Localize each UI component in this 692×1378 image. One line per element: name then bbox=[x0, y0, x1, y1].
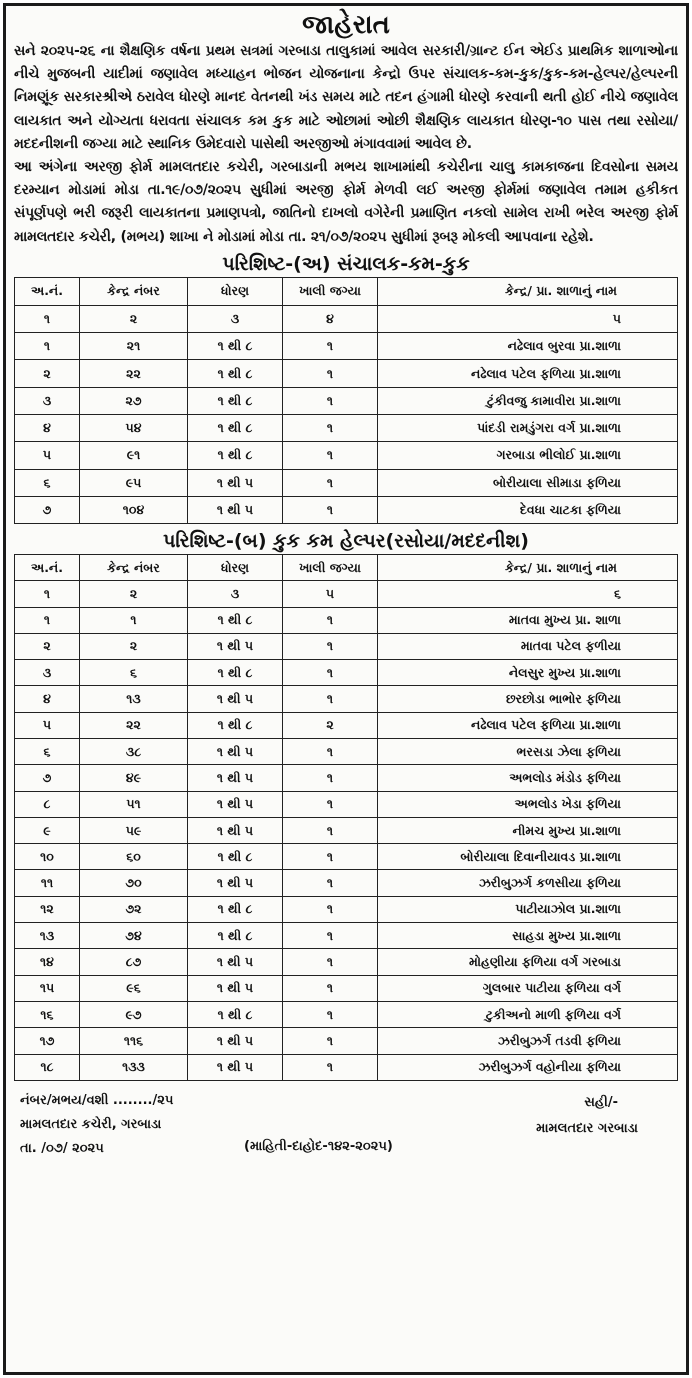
signatory-title: મામલતદાર ગરબાડા bbox=[536, 1120, 638, 1136]
table-cell: ૨ bbox=[80, 305, 188, 332]
table-cell: ભરસડા ઝેલા ફળિયા bbox=[378, 738, 678, 764]
table-cell: ૨૨ bbox=[80, 360, 188, 387]
table-cell: છરછોડા ભાભોર ફળિયા bbox=[378, 686, 678, 712]
table-cell: ૧૦ bbox=[15, 844, 80, 870]
table-row bbox=[15, 607, 678, 633]
table-row bbox=[15, 333, 678, 360]
table-cell: ૧ bbox=[283, 1001, 378, 1027]
table-cell: ટુકીઅનો માળી ફળિયા વર્ગ bbox=[378, 1001, 678, 1027]
table-cell: ૯૬ bbox=[80, 975, 188, 1001]
column-header: ધોરણ bbox=[188, 277, 283, 305]
table-cell: ૧ થી ૮ bbox=[188, 660, 283, 686]
table-cell: ૧ bbox=[283, 1054, 378, 1080]
table-cell: ૪ bbox=[283, 305, 378, 332]
table-cell: ૧ થી ૫ bbox=[188, 686, 283, 712]
table-cell: ૪ bbox=[15, 415, 80, 442]
table-cell: ૯ bbox=[15, 817, 80, 843]
table-cell: ૨ bbox=[15, 360, 80, 387]
table-cell: ૧ bbox=[283, 469, 378, 496]
reference-number: નંબર/મભય/વશી ......../૨૫ bbox=[20, 1092, 174, 1108]
date-line: તા. /૦૭/ ૨૦૨૫ bbox=[20, 1140, 104, 1156]
table-cell: માતવા પટેલ ફળીયા bbox=[378, 633, 678, 659]
table-cell: બોરીયાલા સીમાડા ફળિયા bbox=[378, 469, 678, 496]
table-cell: ૧ થી ૮ bbox=[188, 844, 283, 870]
table-cell: ૨ bbox=[80, 581, 188, 607]
table-cell: ૯૫ bbox=[80, 469, 188, 496]
table-row bbox=[15, 896, 678, 922]
table-cell: ૧ bbox=[283, 844, 378, 870]
table-cell: ૧૫ bbox=[15, 975, 80, 1001]
table-cell: ૧ થી ૮ bbox=[188, 360, 283, 387]
table-row bbox=[15, 496, 678, 523]
table-cell: ૧ bbox=[283, 387, 378, 414]
table-cell: પાંદડી રામડુંગરા વર્ગ પ્રા.શાળા bbox=[378, 415, 678, 442]
table-cell: ૧ bbox=[283, 923, 378, 949]
table-cell: ઝરીબુઝર્ગ વહોનીયા ફળિયા bbox=[378, 1054, 678, 1080]
table-cell: ૭ bbox=[15, 765, 80, 791]
column-header: ખાલી જગ્યા bbox=[283, 555, 378, 581]
table-cell: નઢેલાવ પટેલ ફળિયા પ્રા.શાળા bbox=[378, 712, 678, 738]
table-cell: ૩ bbox=[15, 387, 80, 414]
table-cell: ૧ bbox=[15, 581, 80, 607]
table-cell: અભલોડ ખેડા ફળિયા bbox=[378, 791, 678, 817]
table-cell: ૧૧૬ bbox=[80, 1028, 188, 1054]
table-cell: ૧ bbox=[283, 791, 378, 817]
table-cell: ૫૯ bbox=[80, 817, 188, 843]
table-cell: ૧ bbox=[15, 333, 80, 360]
table-cell: ૧ bbox=[283, 496, 378, 523]
table-cell: ૧ bbox=[283, 975, 378, 1001]
table-cell: ૧ bbox=[283, 686, 378, 712]
table-row bbox=[15, 765, 678, 791]
table-cell: ૭૪ bbox=[80, 923, 188, 949]
table-cell: ૧ bbox=[283, 896, 378, 922]
table-row bbox=[15, 975, 678, 1001]
table-cell: ૧ થી ૫ bbox=[188, 469, 283, 496]
table-cell: ગુલબાર પાટીયા ફળિયા વર્ગ bbox=[378, 975, 678, 1001]
table-cell: ૬૦ bbox=[80, 844, 188, 870]
section-b-title: પરિશિષ્ટ-(બ) કુક કમ હેલ્પર(રસોયા/મદદનીશ) bbox=[163, 530, 529, 553]
table-cell: ૧૩ bbox=[15, 923, 80, 949]
table-cell: ૨ bbox=[15, 633, 80, 659]
table-cell: ૫૧ bbox=[80, 791, 188, 817]
table-cell: ૪ bbox=[15, 686, 80, 712]
table-row bbox=[15, 1001, 678, 1027]
section-b-table bbox=[14, 554, 678, 1081]
application-paragraph: આ અંગેના અરજી ફોર્મ મામલતદાર કચેરી, ગરબાડાની મભય શાખામાંથી કચેરીના ચાલુ કામકાજના દિવસોના સમય દરમ્યાન મોડામાં મોડા તા.૧૯/૦૭/૨૦૨૫ સુધીમાં અરજી ફોર્મ મેળવી લઈ અરજી ફોર્મમાં જણાવેલ તમામ હકીકત સંપૂર્ણપણે ભરી જરૂરી લાયકાતના પ્રમાણપત્રો, જાતિનો દાખલો વગેરેની પ્રમાણિત નકલો સામેલ રાખી ભરેલ અરજી ફોર્મ મામલતદાર કચેરી, (મભય) શાખા ને મોડામાં મોડા તા. ૨૧/૦૭/૨૦૨૫ સુધીમાં રૂબરૂ મોકલી આપવાના રહેશે. bbox=[14, 159, 678, 245]
table-cell: ૨૧ bbox=[80, 333, 188, 360]
table-cell: ૧ થી ૫ bbox=[188, 765, 283, 791]
table-cell: ૨૭ bbox=[80, 387, 188, 414]
table-cell: ૧૬ bbox=[15, 1001, 80, 1027]
table-cell: ૫ bbox=[283, 581, 378, 607]
table-row bbox=[15, 415, 678, 442]
table-row bbox=[15, 581, 678, 607]
table-cell: ૧ bbox=[283, 949, 378, 975]
table-cell: ૧ થી ૮ bbox=[188, 712, 283, 738]
table-cell: ૧ bbox=[283, 442, 378, 469]
table-cell: નઢેલાવ બુરવા પ્રા.શાળા bbox=[378, 333, 678, 360]
table-cell: ૧ થી ૮ bbox=[188, 1001, 283, 1027]
table-row bbox=[15, 844, 678, 870]
table-cell: ૩ bbox=[188, 581, 283, 607]
table-cell: ૧ bbox=[80, 607, 188, 633]
table-cell: ૧ થી ૫ bbox=[188, 975, 283, 1001]
table-cell: ૧ bbox=[283, 817, 378, 843]
table-cell: ૧ થી ૮ bbox=[188, 607, 283, 633]
table-cell: પાટીયાઝોલ પ્રા.શાળા bbox=[378, 896, 678, 922]
table-cell: ૧ bbox=[15, 305, 80, 332]
table-cell: ૫૪ bbox=[80, 415, 188, 442]
table-cell: ૧ થી ૮ bbox=[188, 415, 283, 442]
table-cell: નીમચ મુખ્ય પ્રા.શાળા bbox=[378, 817, 678, 843]
table-cell: ૧ bbox=[283, 333, 378, 360]
table-cell: ૮૭ bbox=[80, 949, 188, 975]
table-cell: ૧૪ bbox=[15, 949, 80, 975]
table-cell: નેલસુર મુખ્ય પ્રા.શાળા bbox=[378, 660, 678, 686]
table-cell: ૬ bbox=[15, 738, 80, 764]
table-cell: ૩ bbox=[188, 305, 283, 332]
footer bbox=[14, 1081, 678, 1181]
table-cell: ૧૮ bbox=[15, 1054, 80, 1080]
table-cell: ૧ થી ૮ bbox=[188, 387, 283, 414]
table-cell: ૧૩૩ bbox=[80, 1054, 188, 1080]
table-row bbox=[15, 660, 678, 686]
table-cell: ૨ bbox=[80, 633, 188, 659]
table-row bbox=[15, 305, 678, 332]
table-row bbox=[15, 791, 678, 817]
table-cell: ૩૮ bbox=[80, 738, 188, 764]
column-header: અ.નં. bbox=[15, 277, 80, 305]
table-cell: ૧ થી ૫ bbox=[188, 949, 283, 975]
table-cell: ૧ bbox=[283, 360, 378, 387]
table-cell: ૧૭ bbox=[15, 1028, 80, 1054]
table-cell: ૧ થી ૫ bbox=[188, 496, 283, 523]
table-cell: ૧૩ bbox=[80, 686, 188, 712]
table-row bbox=[15, 817, 678, 843]
table-cell: ૪૯ bbox=[80, 765, 188, 791]
table-cell: ૭૦ bbox=[80, 870, 188, 896]
table-cell: ૧ થી ૫ bbox=[188, 1054, 283, 1080]
table-cell: ૧ થી ૫ bbox=[188, 817, 283, 843]
table-cell: ૧ થી ૫ bbox=[188, 633, 283, 659]
table-cell: ગરબાડા ભીલોઈ પ્રા.શાળા bbox=[378, 442, 678, 469]
table-cell: ૧ થી ૮ bbox=[188, 896, 283, 922]
table-cell: ૩ bbox=[15, 660, 80, 686]
table-cell: બોરીયાલા દિવાનીયાવડ પ્રા.શાળા bbox=[378, 844, 678, 870]
column-header: કેન્દ્ર/ પ્રા. શાળાનું નામ bbox=[378, 555, 678, 581]
table-cell: ૭૨ bbox=[80, 896, 188, 922]
table-cell: ૧૦૪ bbox=[80, 496, 188, 523]
column-header: કેન્દ્ર/ પ્રા. શાળાનું નામ bbox=[378, 277, 678, 305]
table-cell: ૭ bbox=[15, 496, 80, 523]
table-cell: ૫ bbox=[15, 712, 80, 738]
table-cell: ૧ થી ૮ bbox=[188, 923, 283, 949]
table-row bbox=[15, 469, 678, 496]
table-row bbox=[15, 1054, 678, 1080]
table-cell: અભલોડ મંડોડ ફળિયા bbox=[378, 765, 678, 791]
table-cell: ૧ bbox=[283, 765, 378, 791]
table-cell: દેવધા ચાટકા ફળિયા bbox=[378, 496, 678, 523]
table-row bbox=[15, 738, 678, 764]
table-cell: ઝરીબુઝર્ગ કળસીયા ફળિયા bbox=[378, 870, 678, 896]
table-cell: ૧૧ bbox=[15, 870, 80, 896]
intro-paragraph: સને ૨૦૨૫-૨૬ ના શૈક્ષણિક વર્ષના પ્રથમ સત્રમાં ગરબાડા તાલુકામાં આવેલ સરકારી/ગ્રાન્ટ ઈન એઈડ પ્રાથમિક શાળાઓના નીચે મુજબની યાદીમાં જણાવેલ મધ્યાહન ભોજન યોજનાના કેન્દ્રો ઉપર સંચાલક-કમ-કુક/કુક-કમ-હેલ્પર/હેલ્પરની નિમણૂંક સરકારશ્રીએ ઠરાવેલ ધોરણે માનદ વેતનથી ખંડ સમય માટે તદન હંગામી ધોરણે કરવાની થતી હોઈ નીચે જણાવેલ લાયકાત અને યોગ્યતા ધરાવતા સંચાલક કમ કુક માટે ઓછામાં ઓછી શૈક્ષણિક લાયકાત ધોરણ-૧૦ પાસ તથા રસોયા/મદદનીશની જગ્યા માટે સ્થાનિક ઉમેદવારો પાસેથી અરજીઓ મંગાવવામાં આવેલ છે. bbox=[14, 43, 678, 152]
table-cell: માતવા મુખ્ય પ્રા. શાળા bbox=[378, 607, 678, 633]
page-title: જાહેરાત bbox=[302, 10, 390, 40]
info-code: (માહિતી-દાહોદ-૧૪૨-૨૦૨૫) bbox=[244, 1138, 393, 1154]
table-cell: ૮ bbox=[15, 791, 80, 817]
table-cell: મોહણીયા ફળિયા વર્ગ ગરબાડા bbox=[378, 949, 678, 975]
table-row bbox=[15, 712, 678, 738]
table-cell: ૬ bbox=[378, 581, 678, 607]
table-header-row bbox=[15, 277, 678, 305]
table-header-row bbox=[15, 555, 678, 581]
column-header: ખાલી જગ્યા bbox=[283, 277, 378, 305]
table-row bbox=[15, 923, 678, 949]
table-row bbox=[15, 633, 678, 659]
column-header: કેન્દ્ર નંબર bbox=[80, 555, 188, 581]
table-cell: ૧ bbox=[283, 1028, 378, 1054]
table-cell: ૧ bbox=[283, 415, 378, 442]
table-cell: ટુંકીવજુ કામાવીરા પ્રા.શાળા bbox=[378, 387, 678, 414]
table-cell: ૬ bbox=[15, 469, 80, 496]
advertisement-page bbox=[3, 3, 689, 1375]
table-row bbox=[15, 387, 678, 414]
table-cell: ૯૧ bbox=[80, 442, 188, 469]
table-cell: ૯૭ bbox=[80, 1001, 188, 1027]
table-cell: સાહડા મુખ્ય પ્રા.શાળા bbox=[378, 923, 678, 949]
table-row bbox=[15, 442, 678, 469]
table-cell: ૫ bbox=[15, 442, 80, 469]
table-cell: નઢેલાવ પટેલ ફળિયા પ્રા.શાળા bbox=[378, 360, 678, 387]
table-cell: ૨ bbox=[283, 712, 378, 738]
table-cell: ૨૨ bbox=[80, 712, 188, 738]
table-cell: ૧ bbox=[283, 633, 378, 659]
table-cell: ૧ થી ૮ bbox=[188, 442, 283, 469]
table-cell: ૧ bbox=[283, 607, 378, 633]
signature-mark: સહી/- bbox=[584, 1094, 618, 1110]
table-cell: ૧ bbox=[283, 660, 378, 686]
table-cell: ૧ થી ૮ bbox=[188, 333, 283, 360]
section-a-title: પરિશિષ્ટ-(અ) સંચાલક-કમ-કુક bbox=[222, 252, 470, 275]
table-cell: ૧ bbox=[283, 870, 378, 896]
column-header: ધોરણ bbox=[188, 555, 283, 581]
table-row bbox=[15, 949, 678, 975]
office-name: મામલતદાર કચેરી, ગરબાડા bbox=[20, 1116, 162, 1132]
table-cell: ૧ થી ૫ bbox=[188, 738, 283, 764]
table-cell: ૬ bbox=[80, 660, 188, 686]
table-row bbox=[15, 686, 678, 712]
table-cell: ૧૨ bbox=[15, 896, 80, 922]
table-row bbox=[15, 870, 678, 896]
table-row bbox=[15, 360, 678, 387]
column-header: કેન્દ્ર નંબર bbox=[80, 277, 188, 305]
table-cell: ઝરીબુઝર્ગ તડવી ફળિયા bbox=[378, 1028, 678, 1054]
column-header: અ.નં. bbox=[15, 555, 80, 581]
section-a-table bbox=[14, 277, 678, 524]
table-cell: ૧ થી ૫ bbox=[188, 1028, 283, 1054]
table-cell: ૧ bbox=[283, 738, 378, 764]
table-cell: ૧ થી ૫ bbox=[188, 870, 283, 896]
table-cell: ૫ bbox=[378, 305, 678, 332]
table-row bbox=[15, 1028, 678, 1054]
table-cell: ૧ bbox=[15, 607, 80, 633]
table-cell: ૧ થી ૫ bbox=[188, 791, 283, 817]
